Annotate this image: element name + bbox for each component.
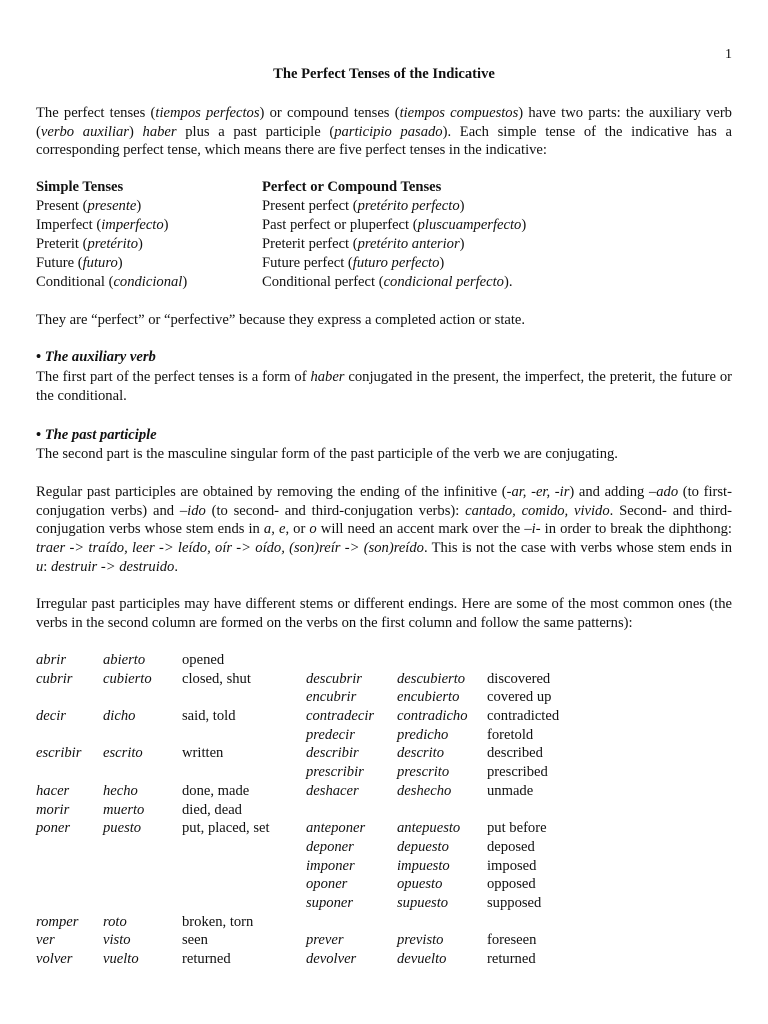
simple-tense: Future (futuro) [36,255,123,271]
meaning: said, told [182,708,236,725]
meaning: written [182,745,224,762]
infinitive: hacer [36,782,70,799]
derived-participle: descubierto [397,670,466,687]
perfect-tense: Conditional perfect (condicional perfecto). [262,274,513,290]
participle: escrito [103,745,143,762]
verb-row [36,670,746,689]
bullet-icon: • [36,427,42,443]
derived-participle: impuesto [397,857,450,874]
derived-infinitive: suponer [306,894,354,911]
irregular-participles-intro: Irregular past participles may have different stems or different endings. Here are some of the most common ones (the verbs in the second column are formed on the verbs on the first column and follow the same patterns): [36,596,732,631]
perfect-tense: Present perfect (pretérito perfecto) [262,198,465,214]
derived-meaning: deposed [487,838,535,855]
verb-row [36,875,746,894]
participle: cubierto [103,670,152,687]
infinitive: escribir [36,745,82,762]
document-title: The Perfect Tenses of the Indicative [273,66,495,82]
verb-row [36,838,746,857]
participle: roto [103,913,127,930]
derived-infinitive: devolver [306,951,357,967]
derived-participle: descrito [397,745,445,762]
page-number: 1 [725,47,732,62]
derived-infinitive: imponer [306,857,355,874]
derived-participle: devuelto [397,951,447,967]
verb-row [36,931,746,950]
derived-infinitive: anteponer [306,820,366,837]
participle: visto [103,932,131,949]
verb-row [36,688,746,707]
irregular-participles-table [36,651,746,969]
verb-row [36,651,746,670]
simple-tense: Imperfect (imperfecto) [36,217,169,233]
derived-participle: previsto [397,932,444,949]
derived-participle: contradicho [397,708,468,725]
derived-participle: antepuesto [397,820,461,837]
derived-infinitive: predecir [306,726,355,743]
derived-meaning: put before [487,820,547,837]
past-participle-heading: • The past participle [36,427,157,443]
derived-infinitive: encubrir [306,689,357,706]
perfect-tense: Past perfect or pluperfect (pluscuamperfecto) [262,217,527,233]
simple-tenses-header: Simple Tenses [36,179,124,195]
verb-row [36,744,746,763]
auxiliary-verb-heading: • The auxiliary verb [36,349,156,365]
meaning: closed, shut [182,670,251,687]
derived-infinitive: prever [306,932,344,949]
derived-participle: encubierto [397,689,460,706]
intro-paragraph: The perfect tenses (tiempos perfectos) or compound tenses (tiempos compuestos) have two parts: the auxiliary verb (verbo auxiliar) haber plus a past participle (participio pasado). Each simple tense of the indicative has a corresponding perfect tense, which means there are five perfect tenses in the indicative: [36,105,732,159]
perfect-note: They are “perfect” or “perfective” because they express a completed action or state. [36,312,526,328]
infinitive: ver [36,932,55,949]
participle: hecho [103,782,138,799]
derived-infinitive: prescribir [306,764,364,781]
verb-row [36,857,746,876]
bullet-icon: • [36,349,42,365]
verb-row [36,950,746,969]
meaning: opened [182,652,225,668]
infinitive: poner [36,820,71,837]
derived-participle: prescrito [397,764,450,781]
derived-meaning: unmade [487,782,534,799]
infinitive: decir [36,708,66,725]
meaning: broken, torn [182,913,254,930]
verb-row [36,913,746,932]
meaning: returned [182,951,231,967]
infinitive: abrir [36,652,67,668]
simple-tense: Conditional (condicional) [36,274,188,290]
meaning: done, made [182,782,250,799]
derived-infinitive: contradecir [306,708,375,725]
derived-participle: opuesto [397,876,443,893]
verb-row [36,763,746,782]
verb-row [36,782,746,801]
derived-infinitive: describir [306,745,359,762]
meaning: seen [182,932,208,949]
derived-meaning: opposed [487,876,536,893]
verb-row [36,726,746,745]
regular-participles-paragraph: Regular past participles are obtained by removing the ending of the infinitive (-ar, -er, -ir) and adding –ado (to first-conjugation verbs) and –ido (to second- and third-conjugation verbs): cantado, comido, vivido. Second- and third-conjugation verbs whose stem ends in a, e, or o will need an accent mark over the –i- in order to break the diphthong: traer -> traído, leer -> leído, oír -> oído, (son)reír -> (son)reído. This is not the case with verbs whose stem ends in u: destruir -> destruido. [36,484,733,575]
infinitive: romper [36,913,79,930]
derived-meaning: imposed [487,857,537,874]
meaning: put, placed, set [182,820,270,837]
verb-row [36,801,746,820]
simple-tense: Present (presente) [36,198,142,214]
perfect-tense: Future perfect (futuro perfecto) [262,255,445,271]
derived-meaning: supposed [487,894,542,911]
derived-participle: depuesto [397,838,449,855]
derived-infinitive: deshacer [306,782,359,799]
derived-meaning: foreseen [487,932,537,949]
participle: muerto [103,801,145,818]
derived-participle: predicho [397,726,449,743]
verb-row [36,707,746,726]
infinitive: morir [36,801,70,818]
derived-meaning: returned [487,951,536,967]
infinitive: cubrir [36,670,73,687]
participle: dicho [103,708,136,725]
derived-meaning: foretold [487,726,534,743]
derived-meaning: contradicted [487,708,560,725]
perfect-tense: Preterit perfect (pretérito anterior) [262,236,465,252]
derived-infinitive: deponer [306,838,354,855]
derived-meaning: discovered [487,670,551,687]
participle: vuelto [103,951,139,967]
derived-meaning: prescribed [487,764,548,781]
past-participle-paragraph: The second part is the masculine singular form of the past participle of the verb we are conjugating. [36,446,618,462]
derived-participle: supuesto [397,894,449,911]
simple-tense: Preterit (pretérito) [36,236,143,252]
derived-meaning: covered up [487,689,552,706]
perfect-tenses-header: Perfect or Compound Tenses [262,179,442,195]
participle: puesto [103,820,142,837]
derived-meaning: described [487,745,543,762]
auxiliary-verb-paragraph: The first part of the perfect tenses is a form of haber conjugated in the present, the imperfect, the preterit, the future or the conditional. [36,369,732,404]
verb-row [36,819,746,838]
participle: abierto [103,652,146,668]
meaning: died, dead [182,801,242,818]
infinitive: volver [36,951,73,967]
derived-participle: deshecho [397,782,452,799]
verb-row [36,894,746,913]
derived-infinitive: oponer [306,876,348,893]
derived-infinitive: descubrir [306,670,362,687]
